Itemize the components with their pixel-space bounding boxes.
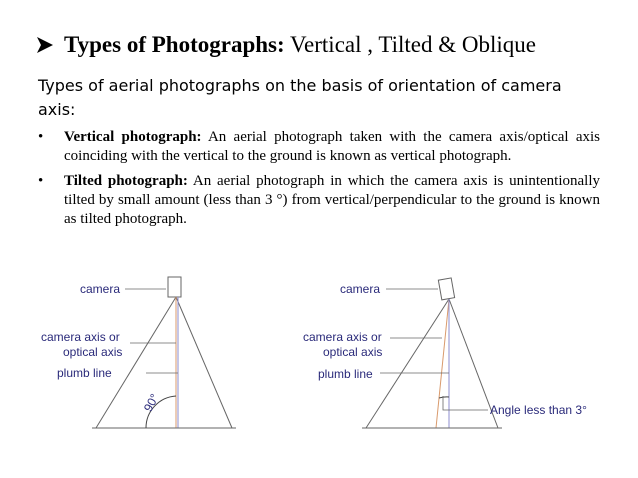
- camera-label: camera: [340, 282, 381, 296]
- bullet-term: Vertical photograph:: [64, 129, 202, 145]
- angle-leader: [443, 396, 488, 410]
- view-ray-right: [176, 297, 232, 428]
- view-ray-left: [96, 297, 176, 428]
- bullet-tilted: [38, 172, 600, 229]
- vertical-photo-diagram: [41, 277, 236, 428]
- bullet-dot: •: [38, 129, 44, 145]
- page-title: [36, 30, 536, 60]
- camera-box: [168, 277, 181, 297]
- camera-label: camera: [80, 282, 121, 296]
- camera-axis-line: [436, 299, 449, 428]
- plumb-label: plumb line: [57, 366, 112, 380]
- camera-box: [438, 278, 454, 300]
- tilted-photo-diagram: [303, 278, 587, 428]
- axis-label-line1: camera axis or: [303, 330, 382, 344]
- tilt-angle-arc: [439, 397, 449, 398]
- angle-label: Angle less than 3°: [490, 403, 587, 417]
- bullet-text: An aerial photograph taken with the camera axis/optical axis coinciding with the vertical to the ground is known as vertical photograph.: [64, 129, 600, 164]
- axis-label-line2: optical axis: [63, 345, 123, 359]
- axis-label-line2: optical axis: [323, 345, 383, 359]
- photograph-diagrams: [0, 268, 638, 438]
- title-bold: Types of Photographs:: [64, 32, 285, 57]
- view-ray-left: [366, 299, 449, 428]
- bullet-text: An aerial photograph in which the camera axis is unintentionally tilted by small amount (less than 3 °) from vertical/perpendicular to the ground is known as tilted photograph.: [64, 173, 600, 227]
- angle-label: 90°: [140, 391, 162, 415]
- bullet-term: Tilted photograph:: [64, 173, 188, 189]
- arrow-bullet-icon: [36, 30, 64, 60]
- subtitle: Types of aerial photographs on the basis of orientation of camera axis:: [38, 76, 562, 119]
- title-rest: Vertical , Tilted & Oblique: [284, 32, 536, 57]
- bullet-dot: •: [38, 173, 44, 189]
- plumb-label: plumb line: [318, 367, 373, 381]
- bullet-vertical: [38, 128, 600, 166]
- bullet-list: [38, 128, 600, 235]
- axis-label-line1: camera axis or: [41, 330, 120, 344]
